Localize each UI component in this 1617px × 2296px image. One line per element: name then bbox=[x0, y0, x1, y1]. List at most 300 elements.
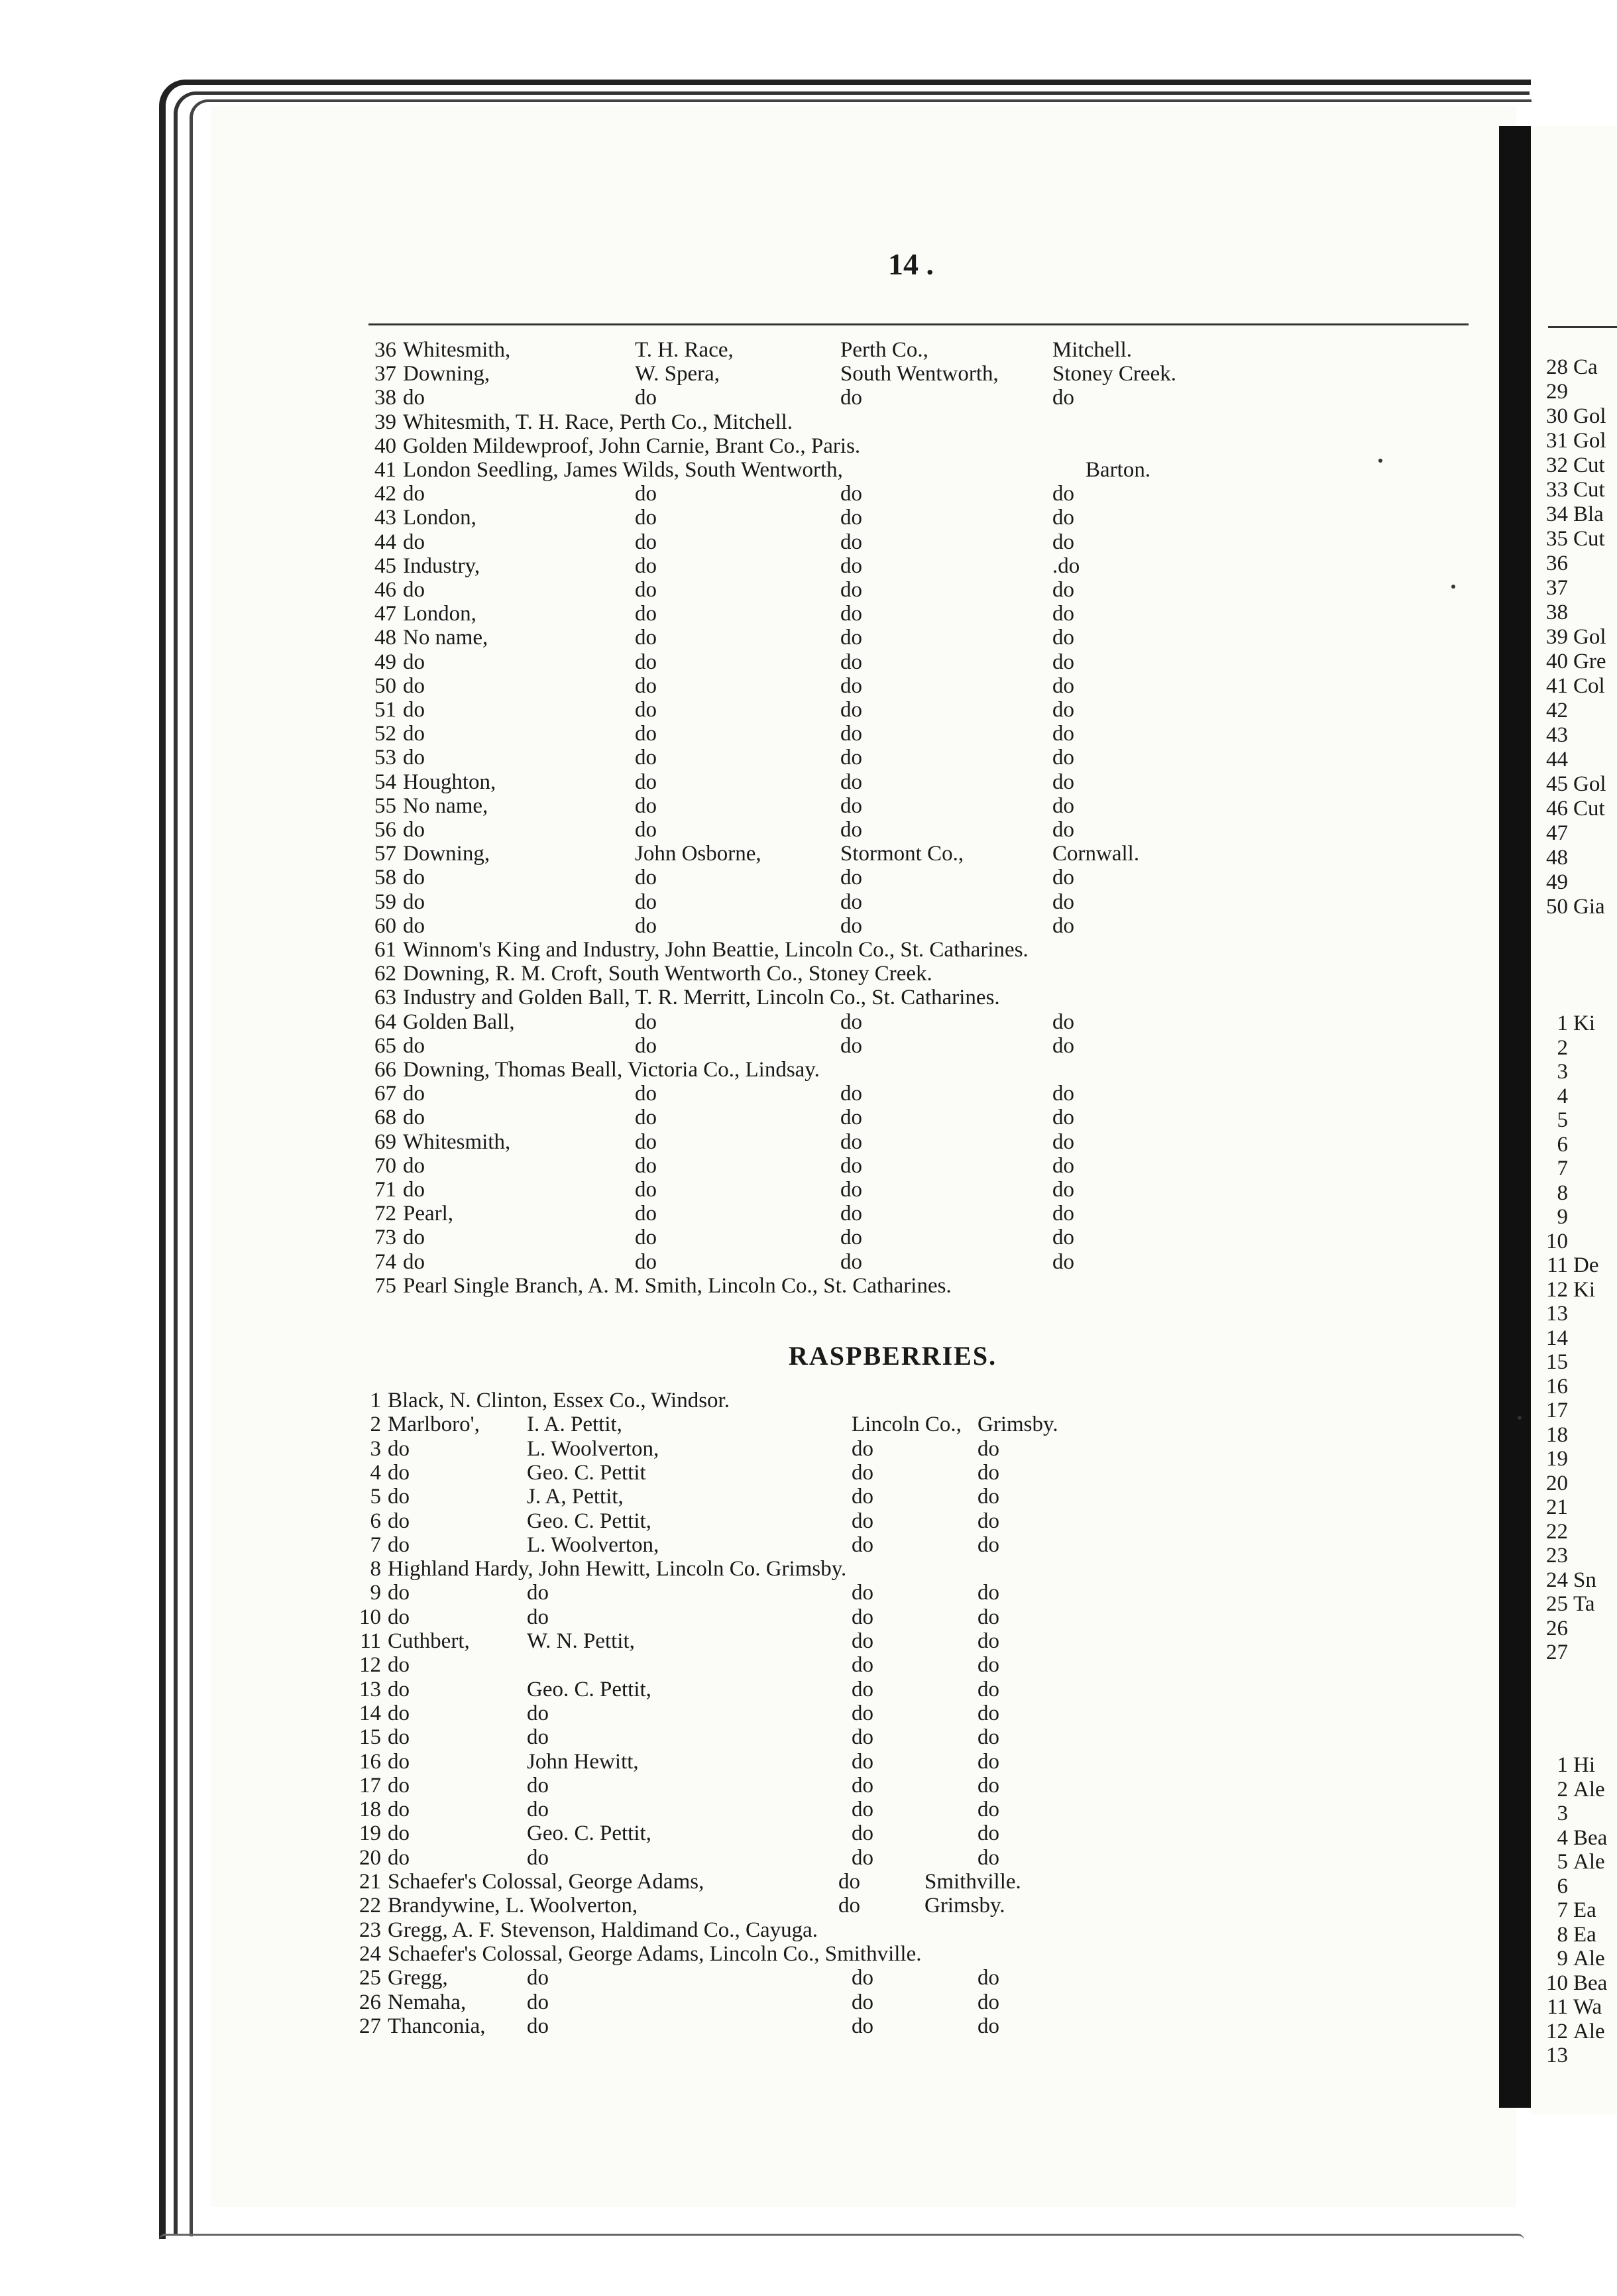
row-number: 37 bbox=[1546, 576, 1568, 600]
right-list-row bbox=[1528, 1084, 1573, 1108]
row-cell: do bbox=[635, 482, 657, 506]
row-number: 46 bbox=[1546, 797, 1568, 821]
row-number: 13 bbox=[1546, 2043, 1568, 2067]
row-text: De bbox=[1573, 1253, 1599, 1277]
right-list-row bbox=[1528, 1302, 1573, 1326]
row-cell: do bbox=[852, 1460, 873, 1485]
row-cell: do bbox=[1052, 1249, 1074, 1274]
row-cell: do bbox=[852, 1629, 873, 1653]
row-cell: John Osborne, bbox=[635, 842, 761, 866]
row-cell: W. N. Pettit, bbox=[527, 1629, 635, 1653]
row-cell: W. Spera, bbox=[635, 362, 720, 386]
row-cell: do bbox=[1052, 602, 1074, 626]
row-cell: do bbox=[1052, 890, 1074, 914]
row-cell: do bbox=[403, 746, 425, 770]
row-cell: Industry and Golden Ball, T. R. Merritt, Lincoln Co., St. Catharines. bbox=[403, 986, 1000, 1010]
row-number: 70 bbox=[374, 1153, 396, 1178]
row-text: Ki bbox=[1573, 1011, 1595, 1035]
row-cell: do bbox=[388, 1798, 410, 1822]
row-cell: do bbox=[635, 698, 657, 722]
row-cell: do bbox=[852, 1749, 873, 1774]
row-cell: Pearl, bbox=[403, 1202, 454, 1226]
row-cell: do bbox=[840, 866, 862, 890]
row-number: 5 bbox=[370, 1485, 381, 1509]
row-cell: do bbox=[403, 530, 425, 554]
row-cell: do bbox=[840, 818, 862, 842]
row-cell: do bbox=[1052, 913, 1074, 938]
row-number: 47 bbox=[374, 602, 396, 626]
row-cell: do bbox=[852, 1653, 873, 1678]
row-number: 28 bbox=[1546, 355, 1568, 379]
row-cell: do bbox=[403, 1226, 425, 1250]
row-cell: do bbox=[977, 1509, 999, 1533]
row-number: 1 bbox=[370, 1389, 381, 1412]
row-number: 26 bbox=[1546, 1616, 1568, 1640]
row-number: 44 bbox=[1546, 748, 1568, 772]
row-cell: do bbox=[977, 2014, 999, 2038]
row-number: 50 bbox=[1546, 895, 1568, 919]
row-text: Ale bbox=[1573, 1850, 1605, 1874]
row-number: 62 bbox=[374, 962, 396, 986]
row-text: Gre bbox=[1573, 650, 1606, 673]
row-cell: do bbox=[635, 770, 657, 794]
row-cell: Gregg, A. F. Stevenson, Haldimand Co., Cayuga. bbox=[388, 1918, 818, 1942]
row-number: 71 bbox=[374, 1178, 396, 1202]
row-cell: do bbox=[1052, 578, 1074, 602]
row-cell: do bbox=[635, 1249, 657, 1274]
row-number: 43 bbox=[1546, 723, 1568, 747]
row-number: 50 bbox=[374, 673, 396, 698]
row-cell: John Hewitt, bbox=[527, 1749, 639, 1774]
row-number: 22 bbox=[359, 1894, 381, 1918]
row-cell: do bbox=[1052, 1153, 1074, 1178]
right-list-row bbox=[1528, 1544, 1573, 1568]
row-cell: do bbox=[388, 1749, 410, 1774]
row-number: 54 bbox=[374, 770, 396, 794]
row-cell: do bbox=[977, 1773, 999, 1798]
row-number: 10 bbox=[1546, 1229, 1568, 1253]
row-text: Bea bbox=[1573, 1971, 1608, 1995]
row-number: 2 bbox=[370, 1412, 381, 1437]
row-cell: do bbox=[403, 673, 425, 698]
row-cell: do bbox=[838, 1894, 860, 1918]
row-cell: do bbox=[977, 1460, 999, 1485]
row-number: 10 bbox=[359, 1605, 381, 1629]
row-number: 9 bbox=[1557, 1205, 1568, 1229]
row-cell: do bbox=[840, 673, 862, 698]
row-number: 27 bbox=[1546, 1640, 1568, 1664]
right-list-row bbox=[1528, 723, 1573, 747]
row-cell: London Seedling, James Wilds, South Wentworth, bbox=[403, 458, 843, 482]
row-cell: do bbox=[403, 1178, 425, 1202]
row-text: Gol bbox=[1573, 772, 1606, 796]
row-cell: do bbox=[635, 506, 657, 530]
row-cell: Schaefer's Colossal, George Adams, bbox=[388, 1870, 704, 1894]
row-number: 13 bbox=[359, 1677, 381, 1701]
row-text: Bea bbox=[1573, 1825, 1608, 1850]
row-text: Ta bbox=[1573, 1592, 1595, 1616]
row-cell: do bbox=[977, 1653, 999, 1678]
row-text: Cut bbox=[1573, 453, 1605, 477]
row-cell: Thanconia, bbox=[388, 2014, 486, 2038]
row-cell: do bbox=[977, 1990, 999, 2014]
right-list-row bbox=[1528, 1568, 1596, 1592]
speck bbox=[1451, 585, 1455, 589]
right-list-row bbox=[1528, 453, 1605, 477]
row-cell: do bbox=[852, 1773, 873, 1798]
row-cell: do bbox=[852, 1532, 873, 1557]
row-cell: do bbox=[1052, 626, 1074, 650]
row-number: 11 bbox=[360, 1629, 381, 1653]
right-list-row bbox=[1528, 1495, 1573, 1519]
row-cell: do bbox=[1052, 770, 1074, 794]
row-cell: do bbox=[977, 1605, 999, 1629]
row-number: 61 bbox=[374, 938, 396, 962]
row-number: 12 bbox=[359, 1653, 381, 1678]
row-number: 40 bbox=[374, 433, 396, 458]
row-number: 38 bbox=[1546, 601, 1568, 624]
right-list-row bbox=[1528, 429, 1606, 453]
row-cell: do bbox=[388, 1701, 410, 1725]
row-number: 3 bbox=[370, 1436, 381, 1461]
row-cell: L. Woolverton, bbox=[527, 1532, 659, 1557]
row-cell: do bbox=[527, 1966, 549, 1990]
row-number: 3 bbox=[1557, 1060, 1568, 1084]
right-list-row bbox=[1528, 1592, 1595, 1616]
row-cell: Smithville. bbox=[924, 1870, 1021, 1894]
row-cell: do bbox=[977, 1725, 999, 1750]
row-number: 66 bbox=[374, 1058, 396, 1082]
row-cell: London, bbox=[403, 602, 476, 626]
row-cell: do bbox=[388, 1436, 410, 1461]
right-list-row bbox=[1528, 502, 1604, 526]
right-list-row bbox=[1528, 576, 1573, 600]
right-list-row bbox=[1528, 625, 1606, 649]
row-number: 31 bbox=[1546, 429, 1568, 453]
row-number: 18 bbox=[359, 1798, 381, 1822]
row-cell: do bbox=[852, 1436, 873, 1461]
row-number: 18 bbox=[1546, 1422, 1568, 1447]
row-number: 38 bbox=[374, 386, 396, 410]
row-cell: Lincoln Co., bbox=[852, 1412, 962, 1437]
row-number: 58 bbox=[374, 866, 396, 890]
right-list-row bbox=[1528, 821, 1573, 845]
row-cell: do bbox=[1052, 1082, 1074, 1106]
right-list-row bbox=[1528, 870, 1573, 894]
right-list-row bbox=[1528, 1253, 1598, 1277]
row-number: 69 bbox=[374, 1129, 396, 1154]
row-cell: do bbox=[1052, 1129, 1074, 1154]
row-cell: do bbox=[852, 1605, 873, 1629]
row-number: 8 bbox=[1557, 1922, 1568, 1947]
row-cell: No name, bbox=[403, 626, 488, 650]
row-text: Gol bbox=[1573, 625, 1606, 649]
row-number: 52 bbox=[374, 722, 396, 746]
row-number: 45 bbox=[1546, 772, 1568, 796]
row-cell: Geo. C. Pettit, bbox=[527, 1677, 651, 1701]
row-number: 21 bbox=[359, 1870, 381, 1894]
row-cell: Brandywine, L. Woolverton, bbox=[388, 1894, 638, 1918]
row-cell: .do bbox=[1052, 553, 1080, 578]
row-number: 17 bbox=[1546, 1399, 1568, 1422]
row-cell: do bbox=[403, 650, 425, 674]
row-cell: do bbox=[852, 2014, 873, 2038]
row-cell: do bbox=[403, 722, 425, 746]
row-text: Cut bbox=[1573, 478, 1605, 502]
row-cell: do bbox=[527, 1773, 549, 1798]
page-bottom-edge bbox=[159, 2234, 1524, 2269]
row-cell: do bbox=[840, 770, 862, 794]
row-cell: do bbox=[840, 482, 862, 506]
row-cell: do bbox=[527, 1701, 549, 1725]
row-cell: do bbox=[840, 722, 862, 746]
right-list-row bbox=[1528, 1108, 1573, 1132]
row-cell: do bbox=[635, 530, 657, 554]
speck bbox=[1518, 1416, 1522, 1420]
row-number: 33 bbox=[1546, 478, 1568, 502]
right-list-row bbox=[1528, 380, 1573, 404]
row-cell: Geo. C. Pettit, bbox=[527, 1509, 651, 1533]
row-number: 55 bbox=[374, 793, 396, 818]
row-cell: do bbox=[852, 1485, 873, 1509]
row-cell: do bbox=[403, 386, 425, 410]
row-cell: do bbox=[1052, 1106, 1074, 1130]
row-cell: Stormont Co., bbox=[840, 842, 964, 866]
row-cell: do bbox=[852, 1509, 873, 1533]
row-cell: do bbox=[852, 1845, 873, 1870]
row-text: Ale bbox=[1573, 1777, 1605, 1802]
row-cell: do bbox=[852, 1798, 873, 1822]
right-list-row bbox=[1528, 772, 1606, 796]
row-cell: do bbox=[635, 793, 657, 818]
row-number: 24 bbox=[359, 1941, 381, 1966]
book-gutter bbox=[1499, 126, 1531, 2108]
row-number: 20 bbox=[1546, 1471, 1568, 1495]
row-text: Cut bbox=[1573, 527, 1605, 551]
row-cell: do bbox=[635, 722, 657, 746]
row-cell: do bbox=[1052, 673, 1074, 698]
row-cell: do bbox=[635, 1033, 657, 1058]
row-cell: Black, N. Clinton, Essex Co., Windsor. bbox=[388, 1389, 730, 1412]
row-cell: do bbox=[840, 913, 862, 938]
row-cell: Downing, R. M. Croft, South Wentworth Co., Stoney Creek. bbox=[403, 962, 932, 986]
row-number: 6 bbox=[1557, 1874, 1568, 1898]
row-number: 26 bbox=[359, 1990, 381, 2014]
row-cell: do bbox=[635, 386, 657, 410]
row-text: Ki bbox=[1573, 1277, 1595, 1302]
row-cell: do bbox=[403, 482, 425, 506]
row-cell: do bbox=[635, 1153, 657, 1178]
row-text: Ea bbox=[1573, 1898, 1596, 1922]
row-cell: do bbox=[1052, 482, 1074, 506]
right-list-row bbox=[1528, 1278, 1595, 1302]
row-number: 7 bbox=[1557, 1898, 1568, 1922]
right-list-row bbox=[1528, 650, 1606, 673]
row-number: 48 bbox=[374, 626, 396, 650]
row-number: 3 bbox=[1557, 1802, 1568, 1825]
row-number: 24 bbox=[1546, 1568, 1568, 1592]
row-cell: do bbox=[388, 1845, 410, 1870]
row-cell: Grimsby. bbox=[924, 1894, 1005, 1918]
row-cell: do bbox=[635, 1178, 657, 1202]
right-list-row bbox=[1528, 674, 1605, 698]
row-text: Gol bbox=[1573, 404, 1606, 428]
row-number: 32 bbox=[1546, 453, 1568, 477]
row-cell: do bbox=[635, 650, 657, 674]
row-cell: do bbox=[403, 1106, 425, 1130]
row-cell: Gregg, bbox=[388, 1966, 448, 1990]
right-list-row bbox=[1528, 1898, 1596, 1922]
right-list-row bbox=[1528, 1011, 1595, 1035]
row-number: 44 bbox=[374, 530, 396, 554]
row-number: 1 bbox=[1557, 1753, 1568, 1777]
row-number: 12 bbox=[1546, 1277, 1568, 1302]
row-number: 48 bbox=[1546, 846, 1568, 870]
row-cell: do bbox=[403, 866, 425, 890]
right-list-row bbox=[1528, 1399, 1573, 1422]
row-cell: do bbox=[1052, 818, 1074, 842]
row-number: 4 bbox=[1557, 1825, 1568, 1850]
row-cell: London, bbox=[403, 506, 476, 530]
row-number: 15 bbox=[359, 1725, 381, 1750]
row-cell: do bbox=[840, 1129, 862, 1154]
row-cell: do bbox=[527, 1990, 549, 2014]
row-cell: do bbox=[840, 1178, 862, 1202]
row-cell: do bbox=[977, 1677, 999, 1701]
row-cell: do bbox=[1052, 386, 1074, 410]
row-cell: do bbox=[977, 1845, 999, 1870]
row-number: 41 bbox=[374, 458, 396, 482]
row-number: 49 bbox=[1546, 870, 1568, 894]
row-number: 46 bbox=[374, 578, 396, 602]
right-list-row bbox=[1528, 1350, 1573, 1374]
row-number: 8 bbox=[1557, 1180, 1568, 1205]
row-number: 11 bbox=[1547, 1253, 1568, 1277]
right-list-row bbox=[1528, 1923, 1596, 1947]
row-number: 47 bbox=[1546, 821, 1568, 845]
row-cell: do bbox=[635, 578, 657, 602]
row-cell: do bbox=[838, 1870, 860, 1894]
row-text: Ale bbox=[1573, 2019, 1605, 2043]
row-cell: do bbox=[977, 1629, 999, 1653]
right-list-row bbox=[1528, 1060, 1573, 1084]
right-list-row bbox=[1528, 1971, 1607, 1995]
row-cell: do bbox=[527, 1845, 549, 1870]
row-cell: do bbox=[403, 913, 425, 938]
right-list-row bbox=[1528, 699, 1573, 722]
row-text: Sn bbox=[1573, 1568, 1596, 1592]
row-cell: do bbox=[527, 1605, 549, 1629]
row-text: Ca bbox=[1573, 355, 1598, 379]
row-number: 13 bbox=[1546, 1302, 1568, 1326]
right-list-row bbox=[1528, 1826, 1607, 1850]
row-cell: do bbox=[1052, 1033, 1074, 1058]
row-cell: do bbox=[840, 506, 862, 530]
row-number: 2 bbox=[1557, 1035, 1568, 1060]
row-cell: do bbox=[1052, 1226, 1074, 1250]
row-cell: do bbox=[527, 2014, 549, 2038]
row-cell: do bbox=[852, 1677, 873, 1701]
right-list-row bbox=[1528, 1133, 1573, 1157]
row-cell: do bbox=[1052, 1009, 1074, 1034]
row-cell: do bbox=[840, 793, 862, 818]
row-number: 25 bbox=[359, 1966, 381, 1990]
row-cell: Cuthbert, bbox=[388, 1629, 470, 1653]
row-cell: do bbox=[635, 1082, 657, 1106]
row-cell: do bbox=[635, 866, 657, 890]
row-number: 64 bbox=[374, 1009, 396, 1034]
row-number: 59 bbox=[374, 890, 396, 914]
row-text: Hi bbox=[1573, 1753, 1595, 1777]
row-number: 16 bbox=[1546, 1374, 1568, 1399]
right-list-row bbox=[1528, 1205, 1573, 1229]
row-number: 4 bbox=[370, 1460, 381, 1485]
row-cell: do bbox=[852, 1725, 873, 1750]
row-cell: I. A. Pettit, bbox=[527, 1412, 622, 1437]
raspberries-heading: RASPBERRIES. bbox=[789, 1341, 997, 1371]
row-number: 29 bbox=[1546, 380, 1568, 404]
row-cell: do bbox=[840, 1082, 862, 1106]
row-number: 6 bbox=[1557, 1132, 1568, 1157]
row-number: 19 bbox=[1546, 1447, 1568, 1471]
row-cell: do bbox=[388, 1821, 410, 1846]
row-number: 42 bbox=[1546, 699, 1568, 722]
row-number: 23 bbox=[1546, 1544, 1568, 1568]
row-number: 19 bbox=[359, 1821, 381, 1846]
row-number: 4 bbox=[1557, 1084, 1568, 1108]
row-cell: Whitesmith, T. H. Race, Perth Co., Mitchell. bbox=[403, 410, 793, 434]
row-cell: South Wentworth, bbox=[840, 362, 999, 386]
row-cell: Nemaha, bbox=[388, 1990, 467, 2014]
row-cell: do bbox=[1052, 1178, 1074, 1202]
right-list-row bbox=[1528, 1617, 1573, 1640]
right-list-row bbox=[1528, 404, 1606, 428]
row-number: 40 bbox=[1546, 650, 1568, 673]
row-cell: do bbox=[840, 626, 862, 650]
row-cell: do bbox=[527, 1725, 549, 1750]
row-number: 74 bbox=[374, 1249, 396, 1274]
row-number: 12 bbox=[1546, 2019, 1568, 2043]
row-cell: do bbox=[840, 1009, 862, 1034]
row-number: 42 bbox=[374, 482, 396, 506]
row-number: 43 bbox=[374, 506, 396, 530]
row-cell: Perth Co., bbox=[840, 338, 928, 362]
row-cell: do bbox=[635, 818, 657, 842]
right-list-row bbox=[1528, 1230, 1573, 1253]
row-cell: No name, bbox=[403, 793, 488, 818]
right-list-row bbox=[1528, 1181, 1573, 1205]
row-cell: do bbox=[635, 1129, 657, 1154]
row-cell: do bbox=[403, 818, 425, 842]
row-number: 65 bbox=[374, 1033, 396, 1058]
row-text: Cut bbox=[1573, 797, 1605, 821]
row-cell: do bbox=[527, 1798, 549, 1822]
row-text: Ale bbox=[1573, 1947, 1605, 1971]
row-cell: do bbox=[388, 1653, 410, 1678]
row-number: 57 bbox=[374, 842, 396, 866]
right-list-row bbox=[1528, 1753, 1595, 1777]
row-cell: do bbox=[388, 1605, 410, 1629]
row-number: 15 bbox=[1546, 1350, 1568, 1374]
row-number: 10 bbox=[1546, 1971, 1568, 1995]
row-cell: Downing, Thomas Beall, Victoria Co., Lindsay. bbox=[403, 1058, 820, 1082]
row-cell: do bbox=[840, 1202, 862, 1226]
row-cell: Stoney Creek. bbox=[1052, 362, 1176, 386]
row-number: 39 bbox=[374, 410, 396, 434]
row-cell: L. Woolverton, bbox=[527, 1436, 659, 1461]
row-cell: do bbox=[388, 1509, 410, 1533]
right-list-row bbox=[1528, 748, 1573, 772]
